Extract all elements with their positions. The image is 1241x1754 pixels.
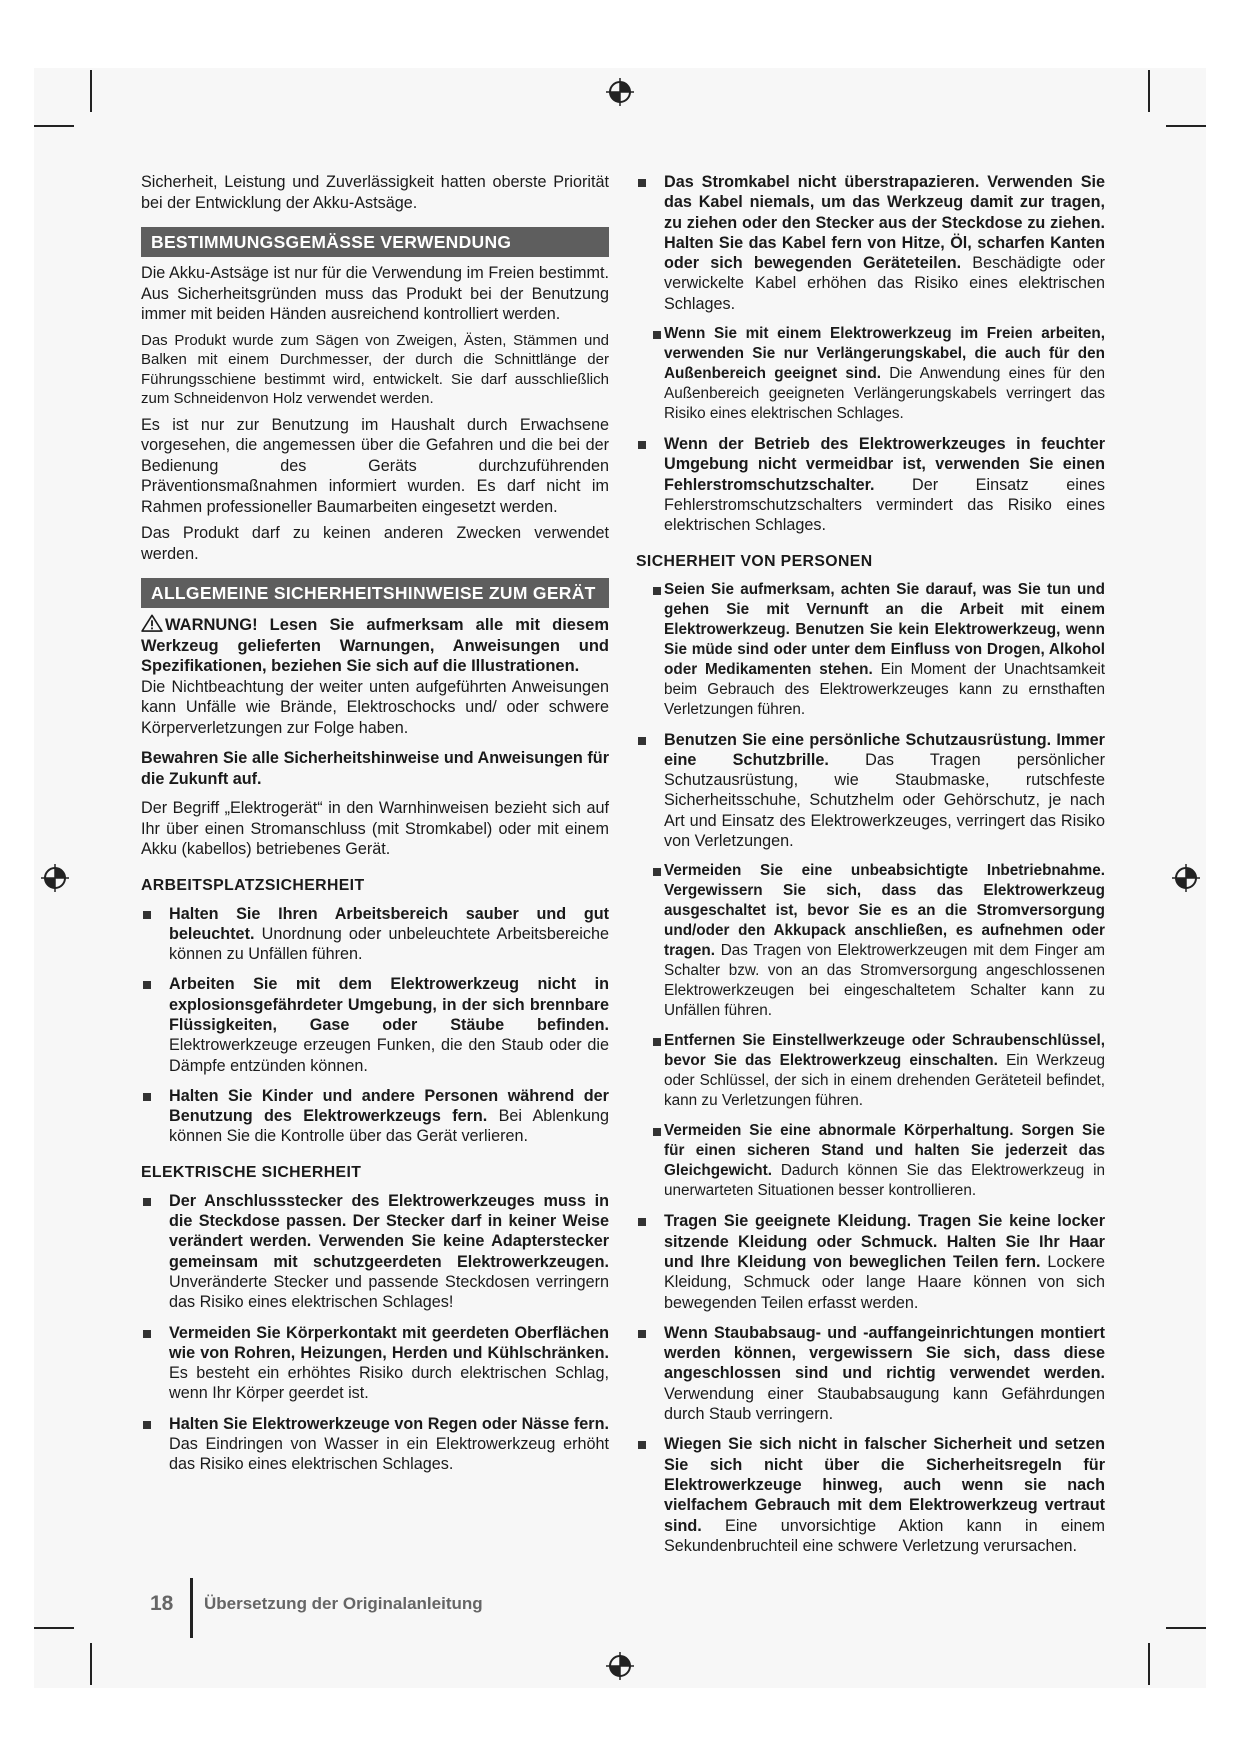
bullet-square-icon xyxy=(653,331,661,339)
registration-mark-icon xyxy=(1171,863,1201,893)
intended-use-paragraph: Die Akku-Astsäge ist nur für die Verwendung im Freien bestimmt. Aus Sicherheitsgründen muss das Produkt bei der Benutzung immer mit beiden Händen ausreichend kontrolliert werden. xyxy=(141,264,609,323)
intended-use-paragraph: Das Produkt wurde zum Sägen von Zweigen, Ästen, Stämmen und Balken mit einem Durchmesser, der durch die Schnittlänge der Führungsschiene bestimmt wird, entwickelt. Sie darf ausschließlich zum Schneidenvon Holz verwendet werden. xyxy=(141,331,609,407)
crop-mark xyxy=(90,70,92,112)
bullet-square-icon xyxy=(143,1198,151,1206)
page-number: 18 xyxy=(150,1592,174,1615)
list-item: Wiegen Sie sich nicht in falscher Sicherheit und setzen Sie sich nicht über die Sicherheitsregeln für Elektrowerkzeuge hinweg, auch wenn sie nach vielfachem Gebrauch mit dem Elektrowerkzeug vertraut sind. Eine unvorsichtige Aktion kann in einem Sekundenbruchteil eine schwere Verletzung verursachen. xyxy=(636,1434,1105,1556)
term-definition: Der Begriff „Elektrogerät“ in den Warnhinweisen bezieht sich auf Ihr über einen Stromanschluss (mit Stromkabel) oder mit einem Akku (kabellos) betriebenes Gerät. xyxy=(141,799,609,858)
registration-mark-icon xyxy=(605,1651,635,1681)
crop-mark xyxy=(34,1627,74,1629)
section-banner-general-safety: ALLGEMEINE SICHERHEITSHINWEISE ZUM GERÄT xyxy=(141,578,609,608)
list-item: Tragen Sie geeignete Kleidung. Tragen Sie keine locker sitzende Kleidung oder Schmuck. Halten Sie Ihr Haar und Ihre Kleidung von beweglichen Teilen fern. Lockere Kleidung, Schmuck oder lange Haare können von sich bewegenden Teilen erfasst werden. xyxy=(636,1211,1105,1312)
warning-bold-text: WARNUNG! Lesen Sie aufmerksam alle mit diesem Werkzeug gelieferten Warnungen, Anweisungen und Spezifikationen, beziehen Sie sich auf die Illustrationen. xyxy=(141,616,609,675)
crop-mark xyxy=(34,125,74,127)
heading-electrical-safety: ELEKTRISCHE SICHERHEIT xyxy=(141,1163,362,1181)
list-item: Seien Sie aufmerksam, achten Sie darauf, was Sie tun und gehen Sie mit Vernunft an die Arbeit mit einem Elektrowerkzeug. Benutzen Sie kein Elektrowerkzeug, wenn Sie müde sind oder unter dem Einfluss von Drogen, Alkohol oder Medikamenten stehen. Ein Moment der Unachtsamkeit beim Gebrauch des Elektrowerkzeuges kann zu ernsthaften Verletzungen führen. xyxy=(636,580,1105,720)
list-item: Halten Sie Ihren Arbeitsbereich sauber und gut beleuchtet. Unordnung oder unbeleuchtete Arbeitsbereiche können zu Unfällen führen. xyxy=(141,904,609,965)
intro-paragraph: Sicherheit, Leistung und Zuverlässigkeit hatten oberste Priorität bei der Entwicklung der Akku-Astsäge. xyxy=(141,173,609,212)
list-item: Vermeiden Sie eine abnormale Körperhaltung. Sorgen Sie für einen sicheren Stand und halten Sie jederzeit das Gleichgewicht. Dadurch können Sie das Elektrowerkzeug in unerwarteten Situationen besser kontrollieren. xyxy=(636,1121,1105,1201)
bullet-square-icon xyxy=(653,1128,661,1136)
crop-mark xyxy=(1148,1643,1150,1685)
bullet-square-icon xyxy=(638,1218,646,1226)
bullet-square-icon xyxy=(653,868,661,876)
bullet-square-icon xyxy=(143,911,151,919)
heading-personal-safety: SICHERHEIT VON PERSONEN xyxy=(636,552,873,570)
footer-title: Übersetzung der Originalanleitung xyxy=(204,1594,483,1613)
warning-text: Die Nichtbeachtung der weiter unten aufgeführten Anweisungen kann Unfälle wie Brände, Elektroschocks und/ oder schwere Körperverletzungen zur Folge haben. xyxy=(141,677,609,737)
list-item: Halten Sie Elektrowerkzeuge von Regen oder Nässe fern. Das Eindringen von Wasser in ein Elektrowerkzeug erhöht das Risiko eines elektrischen Schlages. xyxy=(141,1414,609,1475)
registration-mark-icon xyxy=(605,77,635,107)
bullet-square-icon xyxy=(638,1441,646,1449)
list-item: Entfernen Sie Einstellwerkzeuge oder Schraubenschlüssel, bevor Sie das Elektrowerkzeug einschalten. Ein Werkzeug oder Schlüssel, der sich in einem drehenden Geräteteil befindet, kann zu Verletzungen führen. xyxy=(636,1031,1105,1111)
bullet-square-icon xyxy=(143,981,151,989)
crop-mark xyxy=(1166,125,1206,127)
section-banner-intended-use: BESTIMMUNGSGEMÄSSE VERWENDUNG xyxy=(141,227,609,257)
list-item: Wenn Staubabsaug- und -auffangeinrichtungen montiert werden können, vergewissern Sie sich, dass diese angeschlossen sind und richtig verwendet werden. Verwendung einer Staubabsaugung kann Gefährdungen durch Staub verringern. xyxy=(636,1323,1105,1424)
bullet-square-icon xyxy=(638,1330,646,1338)
warning-block xyxy=(141,614,609,677)
crop-mark xyxy=(90,1643,92,1685)
bullet-square-icon xyxy=(638,737,646,745)
warning-triangle-icon xyxy=(141,614,163,632)
bullet-square-icon xyxy=(143,1421,151,1429)
intended-use-paragraph: Das Produkt darf zu keinen anderen Zwecken verwendet werden. xyxy=(141,524,609,563)
keep-instructions: Bewahren Sie alle Sicherheitshinweise und Anweisungen für die Zukunft auf. xyxy=(141,749,609,788)
bullet-square-icon xyxy=(653,587,661,595)
list-item: Vermeiden Sie Körperkontakt mit geerdeten Oberflächen wie von Rohren, Heizungen, Herden und Kühlschränken. Es besteht ein erhöhtes Risiko durch elektrischen Schlag, wenn Ihr Körper geerdet ist. xyxy=(141,1323,609,1404)
bullet-square-icon xyxy=(638,441,646,449)
list-item: Benutzen Sie eine persönliche Schutzausrüstung. Immer eine Schutzbrille. Das Tragen persönlicher Schutzausrüstung, wie Staubmaske, rutschfeste Sicherheitsschuhe, Schutzhelm oder Gehörschutz, je nach Art und Einsatz des Elektrowerkzeuges, verringert das Risiko von Verletzungen. xyxy=(636,730,1105,852)
bullet-square-icon xyxy=(638,179,646,187)
list-item: Arbeiten Sie mit dem Elektrowerkzeug nicht in explosionsgefährdeter Umgebung, in der sich brennbare Flüssigkeiten, Gase oder Stäube befinden. Elektrowerkzeuge erzeugen Funken, die den Staub oder die Dämpfe entzünden können. xyxy=(141,974,609,1075)
intended-use-paragraph: Es ist nur zur Benutzung im Haushalt durch Erwachsene vorgesehen, die angemessen über die Gefahren und die bei der Bedienung des Geräts durchzuführenden Präventionsmaßnahmen informiert wurden. Es darf nicht im Rahmen professioneller Baumarbeiten eingesetzt werden. xyxy=(141,415,609,516)
footer-divider xyxy=(190,1578,193,1638)
right-column xyxy=(636,172,1105,1566)
list-item: Das Stromkabel nicht überstrapazieren. Verwenden Sie das Kabel niemals, um das Werkzeug damit zur tragen, zu ziehen oder den Stecker aus der Steckdose zu ziehen. Halten Sie das Kabel fern von Hitze, Öl, scharfen Kanten oder sich bewegenden Geräteteilen. Beschädigte oder verwickelte Kabel erhöhen das Risiko eines elektrischen Schlages. xyxy=(636,172,1105,314)
left-column xyxy=(141,172,609,1485)
list-item: Vermeiden Sie eine unbeabsichtigte Inbetriebnahme. Vergewissern Sie sich, dass das Elektrowerkzeug ausgeschaltet ist, bevor Sie es an die Stromversorgung und/oder den Akkupack anschließen, es aufnehmen oder tragen. Das Tragen von Elektrowerkzeugen mit dem Finger am Schalter bzw. von an das Stromversorgung angeschlossenen Elektrowerkzeugen bei eingeschaltetem Schalter kann zu Unfällen führen. xyxy=(636,861,1105,1021)
registration-mark-icon xyxy=(40,863,70,893)
heading-workplace-safety: ARBEITSPLATZSICHERHEIT xyxy=(141,876,365,894)
crop-mark xyxy=(1166,1627,1206,1629)
list-item: Wenn der Betrieb des Elektrowerkzeuges in feuchter Umgebung nicht vermeidbar ist, verwenden Sie einen Fehlerstromschutzschalter. Der Einsatz eines Fehlerstromschutzschalters vermindert das Risiko eines elektrischen Schlages. xyxy=(636,434,1105,535)
list-item: Der Anschlussstecker des Elektrowerkzeuges muss in die Steckdose passen. Der Stecker darf in keiner Weise verändert werden. Verwenden Sie keine Adapterstecker gemeinsam mit schutzgeerdeten Elektrowerkzeugen. Unveränderte Stecker und passende Steckdosen verringern das Risiko eines elektrischen Schlages! xyxy=(141,1191,609,1313)
list-item: Wenn Sie mit einem Elektrowerkzeug im Freien arbeiten, verwenden Sie nur Verlängerungskabel, die auch für den Außenbereich geeignet sind. Die Anwendung eines für den Außenbereich geeigneten Verlängerungskabels verringert das Risiko eines elektrischen Schlages. xyxy=(636,324,1105,424)
bullet-square-icon xyxy=(143,1093,151,1101)
list-item: Halten Sie Kinder und andere Personen während der Benutzung des Elektrowerkzeugs fern. Bei Ablenkung können Sie die Kontrolle über das Gerät verlieren. xyxy=(141,1086,609,1147)
bullet-square-icon xyxy=(653,1038,661,1046)
crop-mark xyxy=(1148,70,1150,112)
bullet-square-icon xyxy=(143,1330,151,1338)
